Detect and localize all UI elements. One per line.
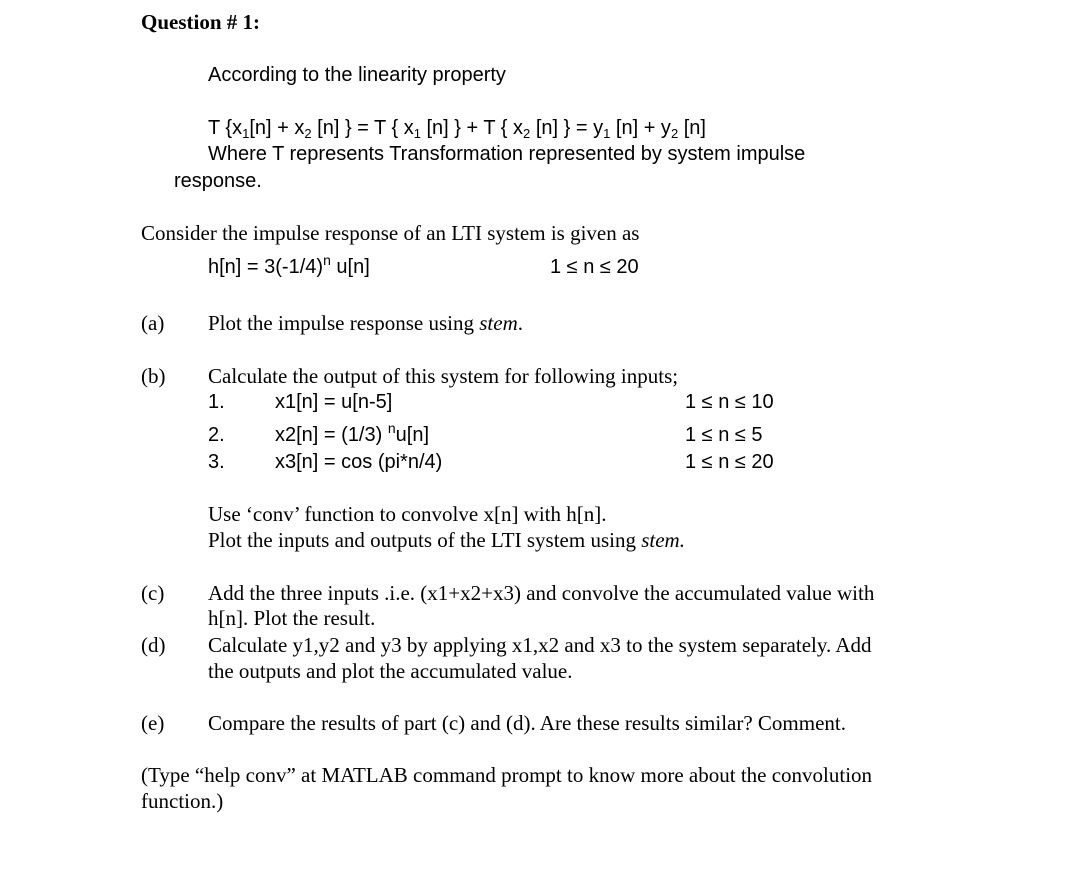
impulse-response-equation: $h[n] = 3(-1/4)^n$ u[n] xyxy=(208,252,370,278)
part-b-intro: Calculate the output of this system for following inputs; xyxy=(208,364,679,388)
input-1-expression: x1[n] = u[n-5] xyxy=(275,391,393,413)
part-c-line2: h[n]. Plot the result. xyxy=(208,606,376,630)
part-c-label: (c) xyxy=(141,581,165,605)
input-3-number: 3. xyxy=(208,451,225,473)
part-c-line1: Add the three inputs .i.e. (x1+x2+x3) and convolve the accumulated value with xyxy=(208,581,875,605)
input-1-range: 1 ≤ n ≤ 10 xyxy=(685,391,774,413)
input-1-number: 1. xyxy=(208,391,225,413)
part-d-label: (d) xyxy=(141,633,166,657)
part-b-label: (b) xyxy=(141,364,166,388)
question-title: Question # 1: xyxy=(141,10,261,34)
linearity-equation: T {$x_1[n] + x_2$ [n] } = T { $x_1$ [n] } + T { $x_2$ [n] } = $y_1$ $[n] + y_2$ [n] xyxy=(208,117,706,141)
input-3-range: 1 ≤ n ≤ 20 xyxy=(685,451,774,473)
part-b-conv-line: Use ‘conv’ function to convolve x[n] with h[n]. xyxy=(208,502,607,526)
input-2-expression: x2[n] = (1/3) $^n$u[n] xyxy=(275,420,429,446)
linearity-where-continuation: response. xyxy=(174,170,262,192)
part-a-label: (a) xyxy=(141,311,165,335)
help-note-line2: function.) xyxy=(141,789,224,813)
linearity-heading: According to the linearity property xyxy=(208,64,506,86)
consider-text: Consider the impulse response of an LTI system is given as xyxy=(141,221,640,245)
part-e-text: Compare the results of part (c) and (d). Are these results similar? Comment. xyxy=(208,711,846,735)
part-b-plot-line: Plot the inputs and outputs of the LTI system using stem. xyxy=(208,528,685,552)
linearity-where-line: Where T represents Transformation represented by system impulse xyxy=(208,143,806,165)
part-d-line1: Calculate y1,y2 and y3 by applying x1,x2 and x3 to the system separately. Add xyxy=(208,633,872,657)
input-3-expression: x3[n] = cos (pi*n/4) xyxy=(275,451,443,473)
part-d-line2: the outputs and plot the accumulated value. xyxy=(208,659,573,683)
input-2-number: 2. xyxy=(208,424,225,446)
help-note-line1: (Type “help conv” at MATLAB command prompt to know more about the convolution xyxy=(141,763,873,787)
part-a-text: Plot the impulse response using stem. xyxy=(208,311,523,335)
impulse-response-range: 1 ≤ n ≤ 20 xyxy=(550,256,639,278)
part-e-label: (e) xyxy=(141,711,165,735)
input-2-range: 1 ≤ n ≤ 5 xyxy=(685,424,763,446)
